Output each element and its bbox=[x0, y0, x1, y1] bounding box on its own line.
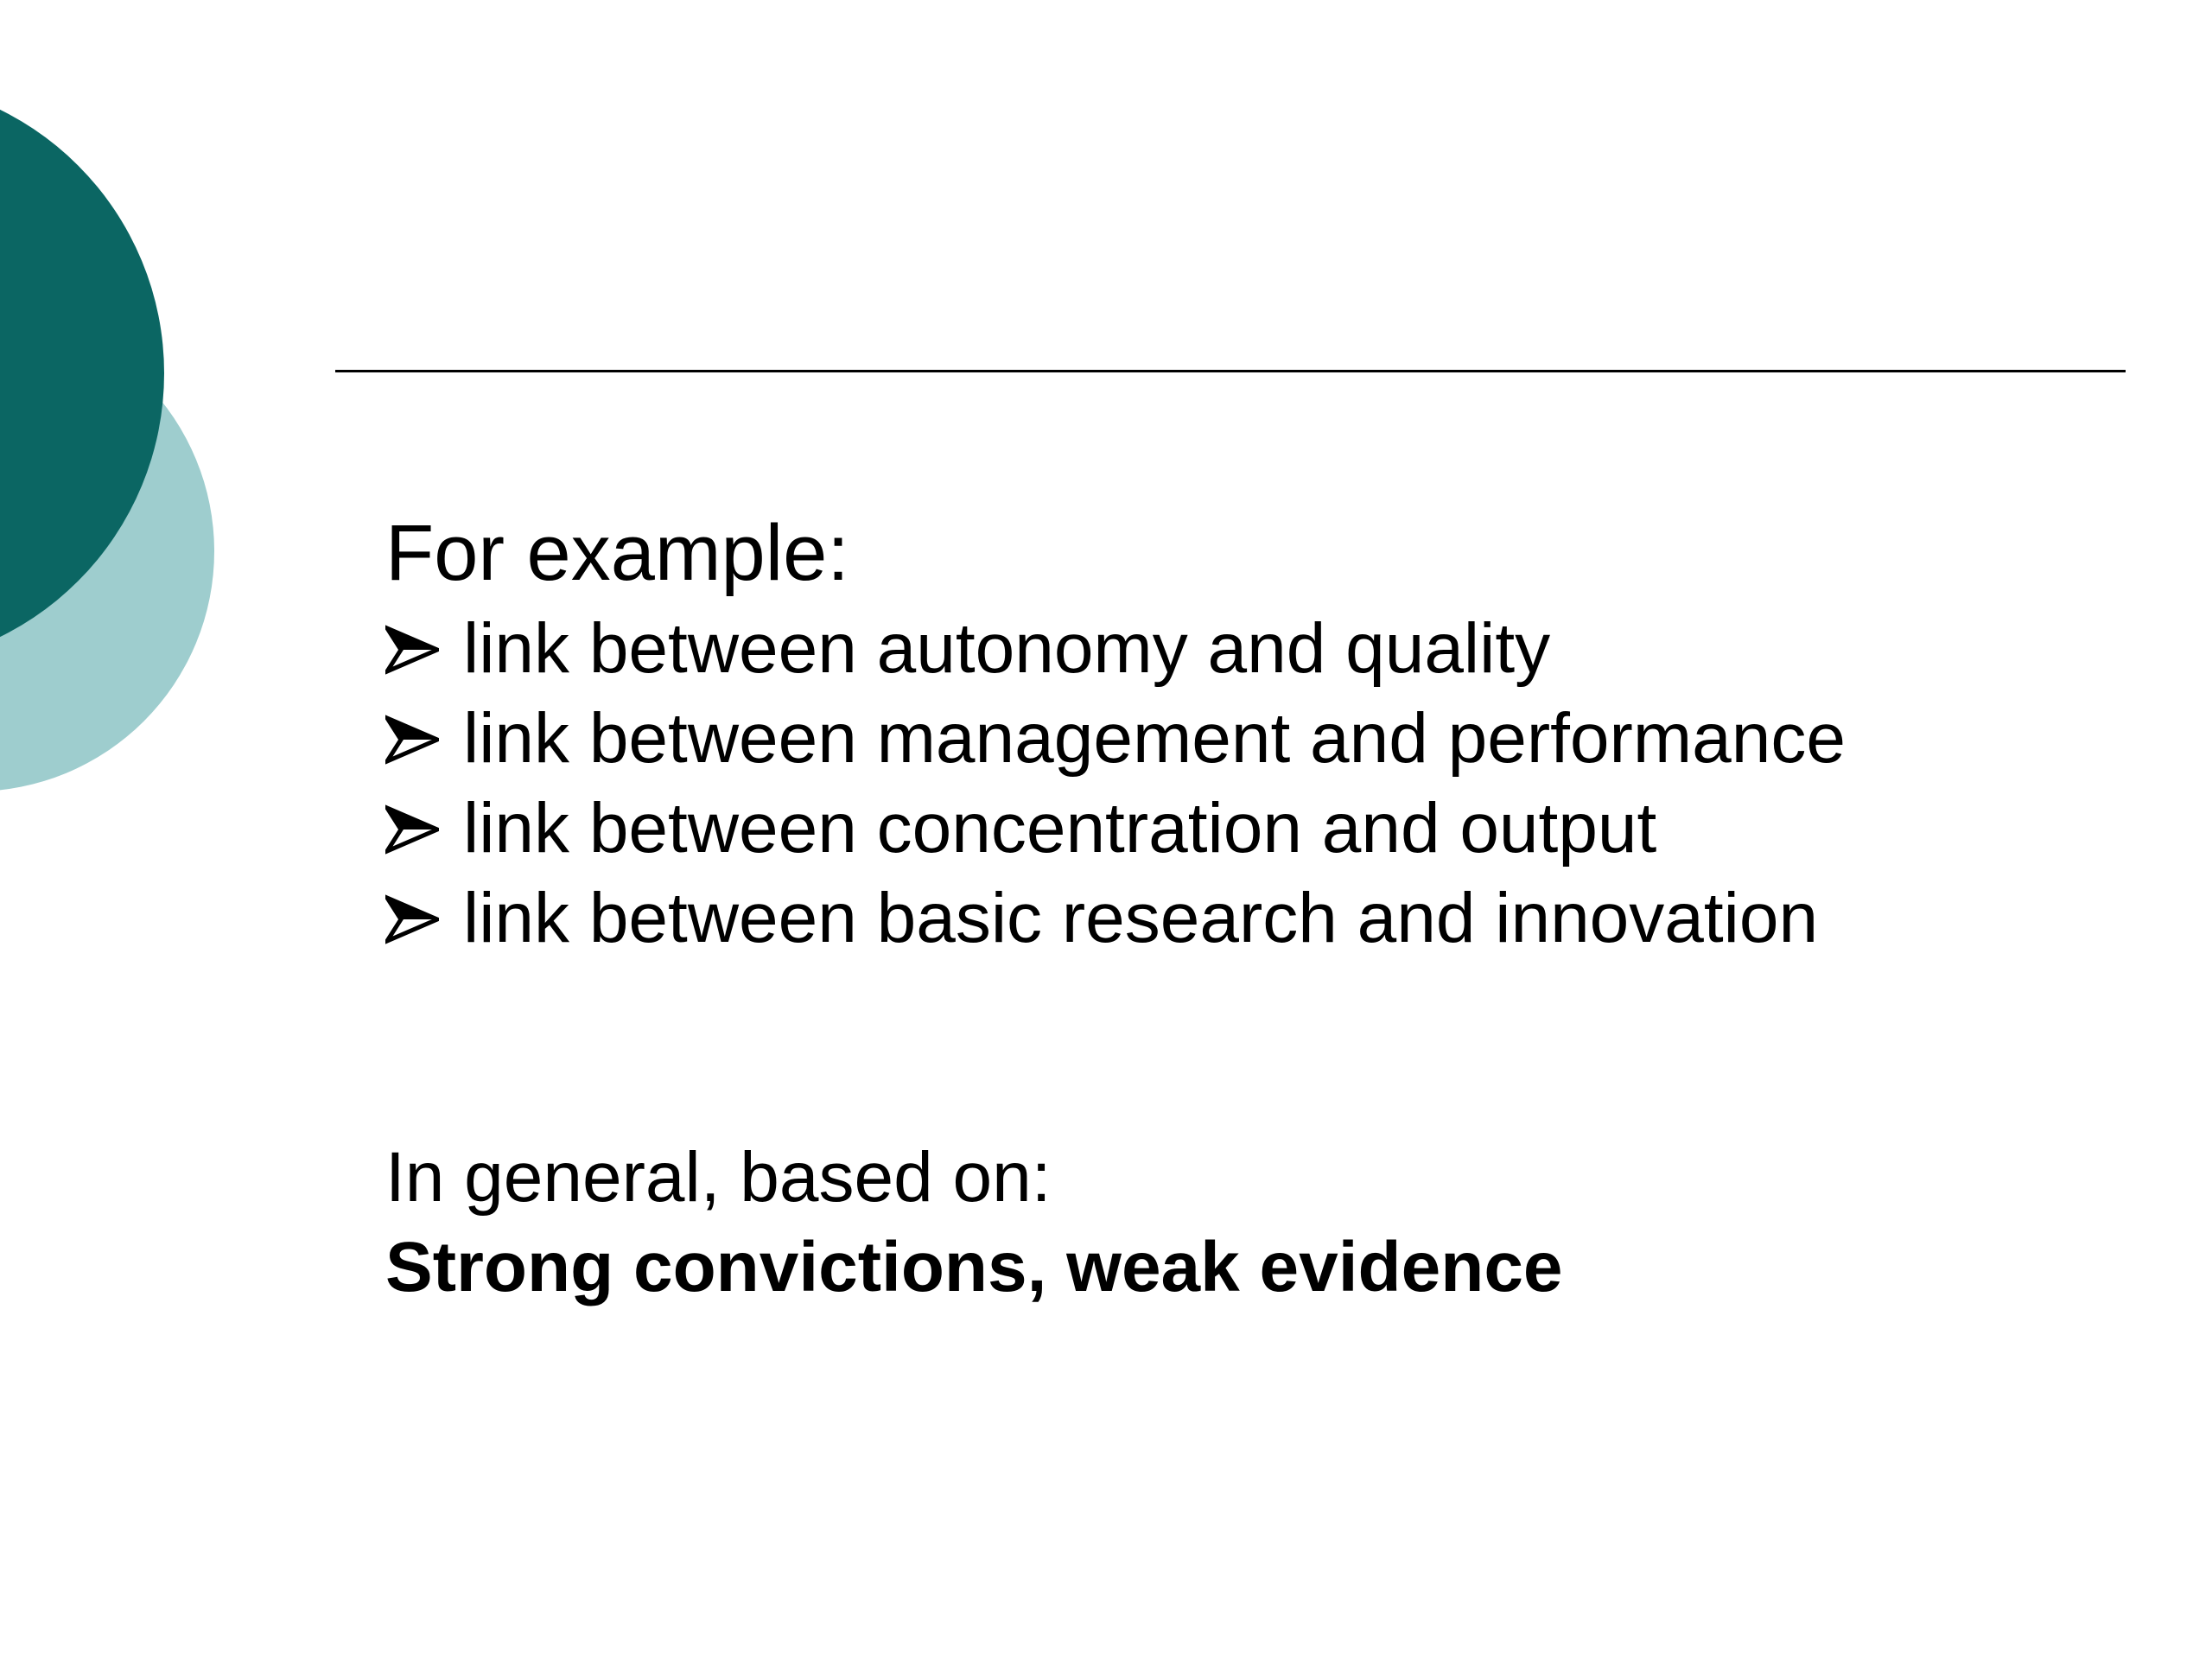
bullet-text: link between concentration and output bbox=[463, 789, 1657, 868]
bullet-list bbox=[385, 604, 2113, 963]
list-item bbox=[385, 604, 2113, 694]
summary-block bbox=[385, 1133, 2113, 1313]
list-item bbox=[385, 694, 2113, 784]
bullet-text: link between management and performance bbox=[463, 699, 1846, 778]
list-item bbox=[385, 874, 2113, 963]
summary-label: In general, based on: bbox=[385, 1138, 1052, 1217]
slide-body bbox=[385, 505, 2113, 1313]
arrowhead-icon bbox=[385, 604, 463, 694]
list-item bbox=[385, 784, 2113, 874]
summary-conclusion: Strong convictions, weak evidence bbox=[385, 1228, 1563, 1306]
bullet-text: link between autonomy and quality bbox=[463, 609, 1551, 688]
arrowhead-icon bbox=[385, 694, 463, 784]
decorative-circles bbox=[0, 0, 259, 899]
title-divider bbox=[335, 370, 2126, 372]
bullet-text: link between basic research and innovation bbox=[463, 879, 1819, 957]
arrowhead-icon bbox=[385, 874, 463, 963]
example-heading: For example: bbox=[385, 509, 849, 597]
arrowhead-icon bbox=[385, 784, 463, 874]
